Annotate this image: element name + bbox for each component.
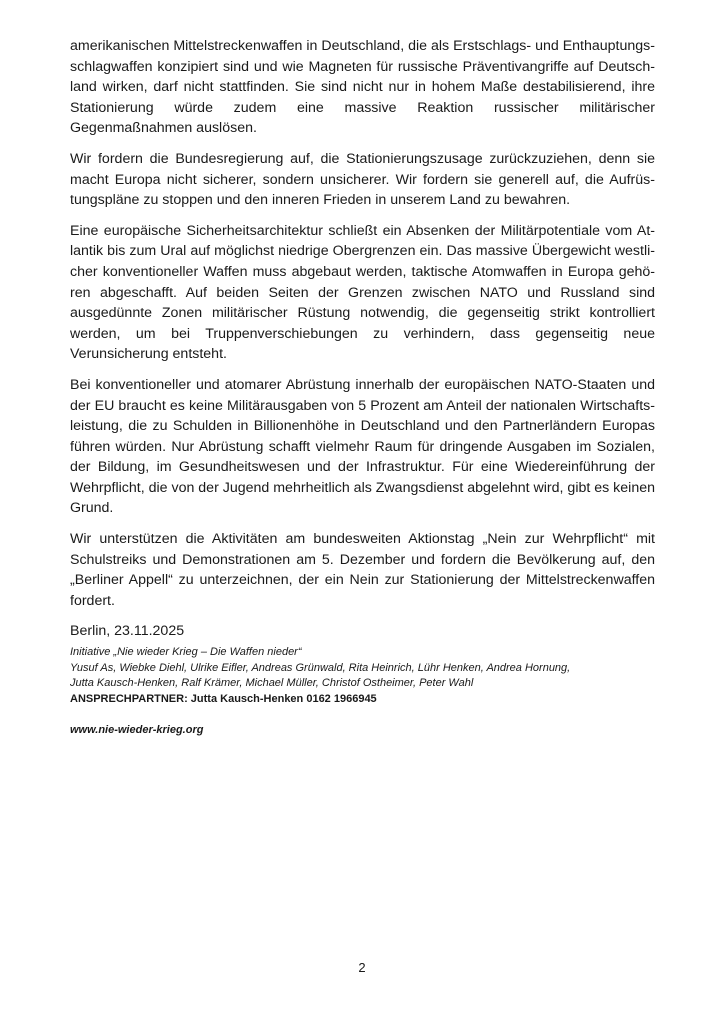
paragraph-security-architecture: Eine europäische Sicherheitsarchitektur schließt ein Absenken der Militärpotentiale vom Atlantik bis zum Ural auf möglichst niedrige Obergrenzen ein. Das massive Übergewicht westlicher konventioneller Waffen muss abgebaut werden, taktische Atomwaffen in Europa gehören abgeschafft. Auf beiden Seiten der Grenzen zwischen NATO und Russland sind ausgedünnte Zonen militärischer Rüstung notwendig, die gegenseitig strikt kontrolliert werden, um bei Truppenverschiebungen zu verhindern, dass gegenseitig neue Verunsicherung entsteht. bbox=[70, 222, 655, 363]
initiative-name: Initiative „Nie wieder Krieg – Die Waffen nieder“ bbox=[70, 646, 302, 659]
website-link[interactable]: www.nie-wieder-krieg.org bbox=[70, 724, 204, 737]
signatories-line-2: Jutta Kausch-Henken, Ralf Krämer, Michael Müller, Christof Ostheimer, Peter Wahl bbox=[70, 677, 474, 690]
date-line: Berlin, 23.11.2025 bbox=[70, 623, 185, 640]
paragraph-action-day: Wir unterstützen die Aktivitäten am bundesweiten Aktionstag „Nein zur Wehrpflicht“ mit Schulstreiks und Demonstrationen am 5. Dezember und fordern die Bevölkerung auf, den „Berliner Appell“ zu unterzeichnen, der ein Nein zur Stationierung der Mittelstreckenwaffen fordert. bbox=[70, 531, 655, 609]
paragraph-demand-government: Wir fordern die Bundesregierung auf, die Stationierungszusage zurückzuziehen, denn sie macht Europa nicht sicherer, sondern unsicherer. Wir fordern sie generell auf, die Aufrüstungspläne zu stoppen und den inneren Frieden in unserem Land zu bewahren. bbox=[70, 150, 655, 209]
paragraph-disarmament: Bei konventioneller und atomarer Abrüstung innerhalb der europäischen NATO-Staaten und der EU braucht es keine Militärausgaben von 5 Prozent am Anteil der nationalen Wirtschaftsleistung, die zu Schulden in Billionenhöhe in Deutschland und den Partnerländern Europas führen würden. Nur Abrüstung schafft vielmehr Raum für dringende Ausgaben im Sozialen, der Bildung, im Gesundheitswesen und der Infrastruktur. Für eine Wiedereinführung der Wehrpflicht, die von der Jugend mehrheitlich als Zwangsdienst abgelehnt wird, gibt es keinen Grund. bbox=[70, 376, 655, 517]
paragraph-stationing: amerikanischen Mittelstreckenwaffen in Deutschland, die als Erstschlags- und Enthauptungsschlagwaffen konzipiert sind und wie Magneten für russische Präventivangriffe auf Deutschland wirken, darf nicht stattfinden. Sie sind nicht nur in hohem Maße destabilisierend, ihre Stationierung würde zudem eine massive Reaktion russischer militärischer Gegenmaßnahmen auslösen. bbox=[70, 38, 655, 137]
signatories-line-1: Yusuf As, Wiebke Diehl, Ulrike Eifler, Andreas Grünwald, Rita Heinrich, Lühr Henken, Andrea Hornung, bbox=[70, 661, 571, 674]
contact-person: ANSPRECHPARTNER: Jutta Kausch-Henken 0162 1966945 bbox=[70, 692, 377, 705]
page-number: 2 bbox=[358, 960, 366, 975]
document-page bbox=[70, 36, 655, 739]
